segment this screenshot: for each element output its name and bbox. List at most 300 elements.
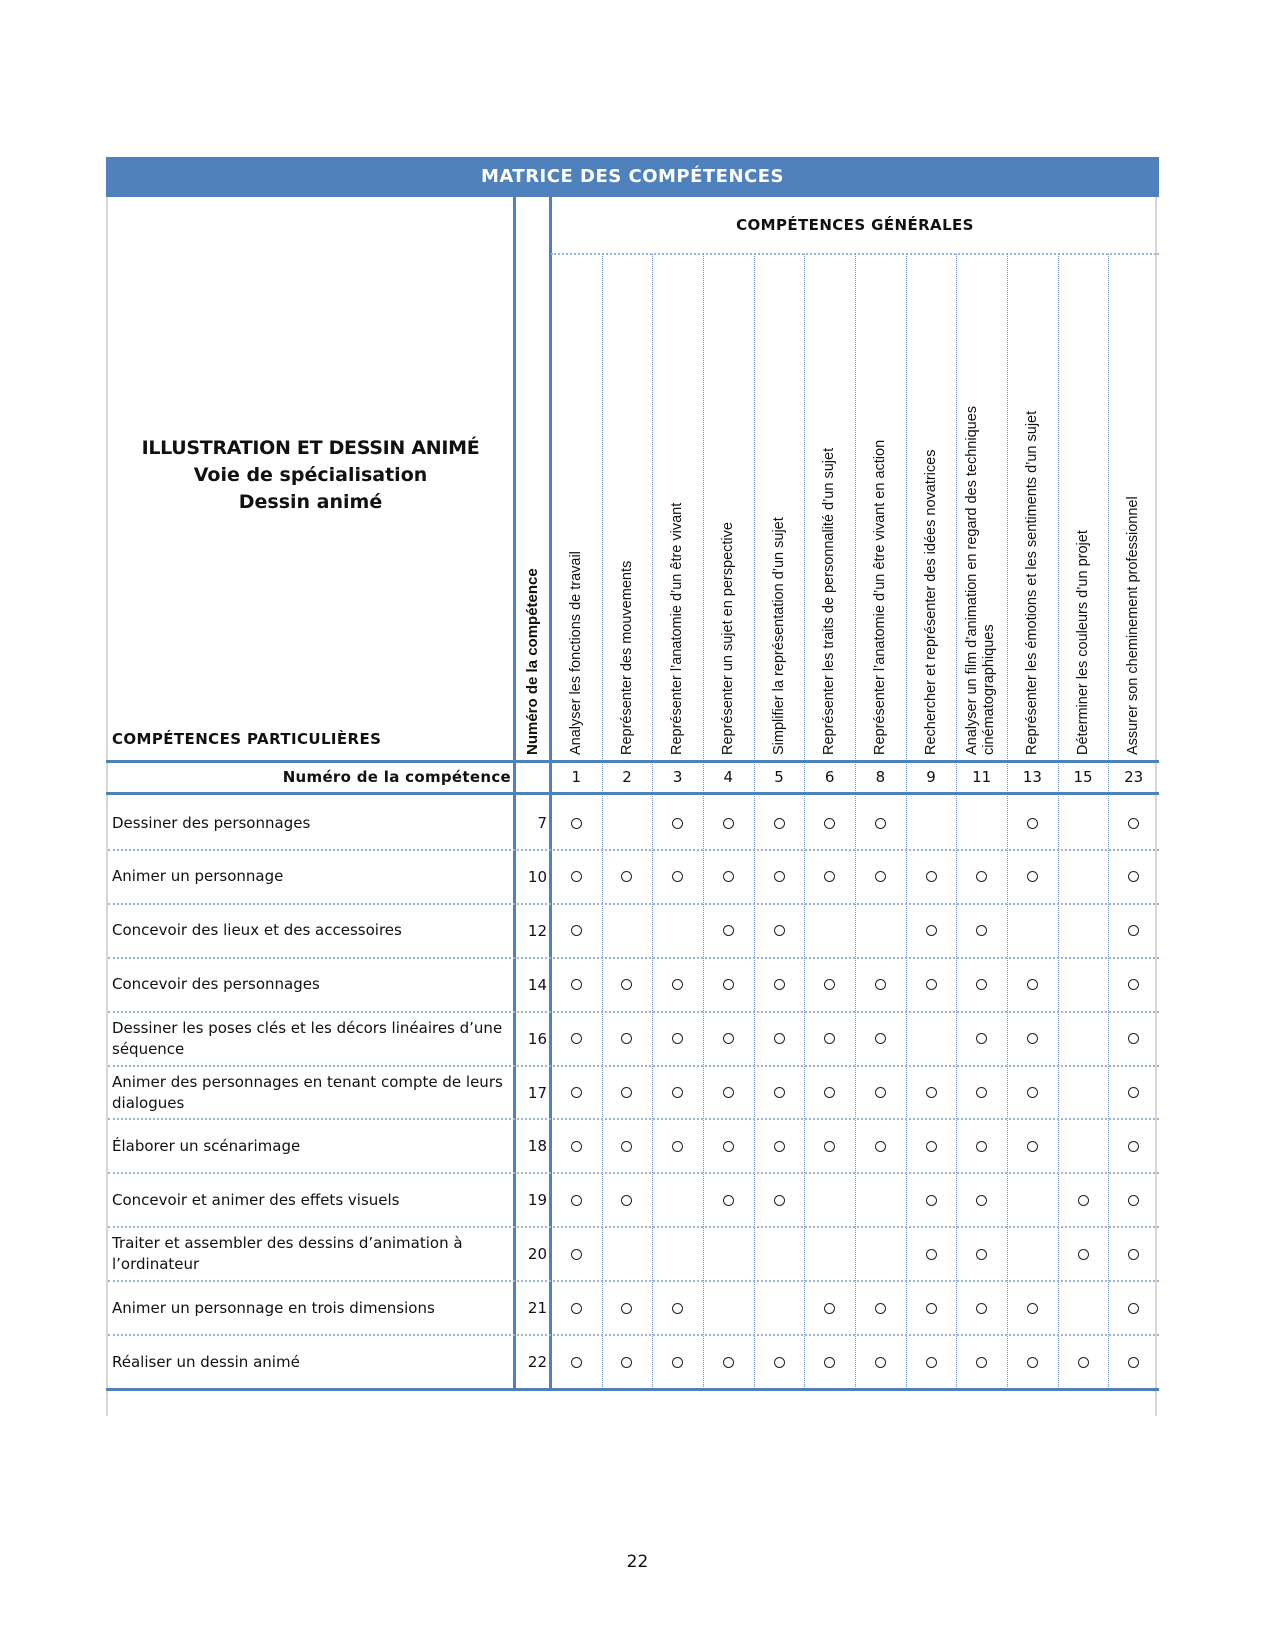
competency-matrix-table bbox=[106, 157, 1157, 1416]
table-row bbox=[108, 1012, 1159, 1066]
matrix-cell bbox=[1058, 1119, 1109, 1173]
matrix-cell bbox=[1108, 1066, 1159, 1120]
circle-icon bbox=[1128, 871, 1139, 882]
matrix-cell bbox=[551, 904, 602, 958]
matrix-cell bbox=[1058, 1066, 1109, 1120]
circle-icon bbox=[1078, 1195, 1089, 1206]
circle-icon bbox=[976, 1033, 987, 1044]
matrix-cell bbox=[703, 1173, 754, 1227]
general-competency-header bbox=[855, 254, 906, 761]
general-competency-header bbox=[754, 254, 805, 761]
matrix-cell bbox=[754, 1173, 805, 1227]
circle-icon bbox=[1128, 1087, 1139, 1098]
circle-icon bbox=[774, 1141, 785, 1152]
table-row bbox=[108, 1066, 1159, 1120]
circle-icon bbox=[976, 1303, 987, 1314]
circle-icon bbox=[824, 979, 835, 990]
column-divider bbox=[703, 254, 704, 1389]
program-track: Voie de spécialisation bbox=[193, 464, 428, 486]
particular-competency-label: Traiter et assembler des dessins d’animation à l’ordinateur bbox=[112, 1234, 463, 1274]
matrix-cell bbox=[602, 904, 653, 958]
circle-icon bbox=[621, 1195, 632, 1206]
particular-competency-number: 18 bbox=[527, 1137, 547, 1156]
circle-icon bbox=[672, 1303, 683, 1314]
matrix-cell bbox=[551, 958, 602, 1012]
matrix-cell bbox=[703, 958, 754, 1012]
general-competency-label: Représenter l’anatomie d’un être vivant bbox=[669, 502, 686, 755]
circle-icon bbox=[621, 1087, 632, 1098]
row-divider bbox=[108, 1172, 1159, 1174]
circle-icon bbox=[723, 1087, 734, 1098]
circle-icon bbox=[672, 871, 683, 882]
circle-icon bbox=[723, 871, 734, 882]
circle-icon bbox=[672, 1141, 683, 1152]
general-competency-number: 11 bbox=[972, 768, 992, 786]
circle-icon bbox=[1027, 818, 1038, 829]
circle-icon bbox=[672, 1357, 683, 1368]
circle-icon bbox=[1128, 1033, 1139, 1044]
matrix-cell bbox=[804, 1281, 855, 1335]
matrix-cell bbox=[1108, 1119, 1159, 1173]
general-competency-number: 5 bbox=[774, 768, 784, 786]
matrix-cell bbox=[1058, 1173, 1109, 1227]
circle-icon bbox=[723, 818, 734, 829]
matrix-cell bbox=[906, 1335, 957, 1389]
column-divider bbox=[754, 254, 755, 1389]
circle-icon bbox=[875, 979, 886, 990]
circle-icon bbox=[926, 1141, 937, 1152]
circle-icon bbox=[1027, 1303, 1038, 1314]
circle-icon bbox=[976, 1357, 987, 1368]
column-divider bbox=[956, 254, 957, 1389]
column-divider bbox=[855, 254, 856, 1389]
matrix-cell bbox=[956, 904, 1007, 958]
matrix-cell bbox=[1108, 850, 1159, 904]
circle-icon bbox=[1027, 1087, 1038, 1098]
particular-competency-number: 19 bbox=[527, 1191, 547, 1210]
matrix-cell bbox=[754, 904, 805, 958]
row-divider bbox=[108, 1118, 1159, 1120]
general-competency-header bbox=[906, 254, 957, 761]
matrix-cell bbox=[1007, 1173, 1058, 1227]
matrix-cell bbox=[855, 1335, 906, 1389]
table-row bbox=[108, 1119, 1159, 1173]
row-divider bbox=[108, 849, 1159, 851]
matrix-cell bbox=[652, 1335, 703, 1389]
matrix-cell bbox=[1007, 1119, 1058, 1173]
circle-icon bbox=[824, 1087, 835, 1098]
particular-competency-number: 21 bbox=[527, 1299, 547, 1318]
matrix-cell bbox=[754, 1335, 805, 1389]
matrix-cell bbox=[602, 1119, 653, 1173]
circle-icon bbox=[774, 818, 785, 829]
general-competency-label: Représenter des mouvements bbox=[618, 560, 635, 755]
matrix-cell bbox=[602, 1227, 653, 1281]
matrix-cell bbox=[855, 850, 906, 904]
matrix-cell bbox=[855, 904, 906, 958]
general-competency-label: Rechercher et représenter des idées novatrices bbox=[922, 449, 939, 755]
circle-icon bbox=[1027, 1357, 1038, 1368]
particular-competency-number: 14 bbox=[527, 975, 547, 994]
matrix-cell bbox=[754, 850, 805, 904]
matrix-cell bbox=[1007, 1066, 1058, 1120]
circle-icon bbox=[571, 925, 582, 936]
circle-icon bbox=[1027, 871, 1038, 882]
particular-competency-label: Concevoir des personnages bbox=[112, 975, 320, 994]
column-divider bbox=[804, 254, 805, 1389]
matrix-cell bbox=[804, 1173, 855, 1227]
matrix-cell bbox=[855, 1119, 906, 1173]
matrix-cell bbox=[804, 1066, 855, 1120]
general-competency-header bbox=[703, 254, 754, 761]
competency-number-vertical-label: Numéro de la compétence bbox=[524, 568, 541, 755]
circle-icon bbox=[621, 1303, 632, 1314]
circle-icon bbox=[976, 1087, 987, 1098]
matrix-cell bbox=[703, 796, 754, 850]
circle-icon bbox=[1128, 1141, 1139, 1152]
matrix-cell bbox=[804, 904, 855, 958]
circle-icon bbox=[774, 1087, 785, 1098]
circle-icon bbox=[774, 979, 785, 990]
circle-icon bbox=[1128, 979, 1139, 990]
matrix-cell bbox=[602, 1012, 653, 1066]
circle-icon bbox=[875, 1357, 886, 1368]
circle-icon bbox=[1128, 1195, 1139, 1206]
matrix-cell bbox=[652, 1119, 703, 1173]
matrix-cell bbox=[551, 1335, 602, 1389]
circle-icon bbox=[926, 1195, 937, 1206]
competency-number-row-label: Numéro de la compétence bbox=[282, 768, 511, 786]
matrix-cell bbox=[804, 796, 855, 850]
matrix-cell bbox=[804, 958, 855, 1012]
matrix-cell bbox=[1108, 1281, 1159, 1335]
matrix-cell bbox=[855, 1012, 906, 1066]
circle-icon bbox=[875, 1141, 886, 1152]
matrix-cell bbox=[703, 1119, 754, 1173]
circle-icon bbox=[571, 1303, 582, 1314]
general-competency-number: 8 bbox=[875, 768, 886, 786]
particular-competency-number: 12 bbox=[527, 921, 547, 940]
circle-icon bbox=[926, 1249, 937, 1260]
circle-icon bbox=[571, 1357, 582, 1368]
circle-icon bbox=[672, 1033, 683, 1044]
matrix-cell bbox=[602, 1066, 653, 1120]
circle-icon bbox=[824, 1303, 835, 1314]
matrix-cell bbox=[906, 850, 957, 904]
general-competency-label: Représenter les traits de personnalité d’un sujet bbox=[821, 447, 838, 755]
matrix-cell bbox=[652, 1066, 703, 1120]
row-divider bbox=[108, 1065, 1159, 1067]
circle-icon bbox=[1128, 925, 1139, 936]
page-number: 22 bbox=[626, 1552, 649, 1572]
circle-icon bbox=[1027, 979, 1038, 990]
general-competency-header bbox=[956, 254, 1007, 761]
matrix-cell bbox=[652, 1173, 703, 1227]
circle-icon bbox=[621, 979, 632, 990]
circle-icon bbox=[571, 1141, 582, 1152]
column-divider bbox=[906, 254, 907, 1389]
matrix-cell bbox=[855, 1281, 906, 1335]
circle-icon bbox=[571, 1033, 582, 1044]
matrix-cell bbox=[1108, 1173, 1159, 1227]
matrix-cell bbox=[1058, 850, 1109, 904]
circle-icon bbox=[875, 1303, 886, 1314]
general-competency-number: 4 bbox=[723, 768, 734, 786]
circle-icon bbox=[672, 979, 683, 990]
particular-competency-number: 20 bbox=[527, 1245, 547, 1264]
table-row bbox=[108, 1227, 1159, 1281]
matrix-cell bbox=[906, 1173, 957, 1227]
matrix-cell bbox=[1058, 1335, 1109, 1389]
particular-competency-label: Concevoir et animer des effets visuels bbox=[112, 1190, 400, 1209]
row-divider bbox=[108, 1226, 1159, 1228]
circle-icon bbox=[875, 1033, 886, 1044]
matrix-cell bbox=[754, 1227, 805, 1281]
matrix-cell bbox=[1007, 1281, 1058, 1335]
general-competency-label: Déterminer les couleurs d’un projet bbox=[1074, 530, 1091, 755]
matrix-cell bbox=[1108, 1335, 1159, 1389]
circle-icon bbox=[824, 818, 835, 829]
matrix-cell bbox=[906, 796, 957, 850]
matrix-cell bbox=[1007, 1335, 1058, 1389]
column-divider bbox=[1058, 254, 1059, 1389]
general-competency-label: Assurer son cheminement professionnel bbox=[1125, 496, 1142, 755]
row-divider bbox=[108, 1280, 1159, 1282]
row-divider bbox=[108, 957, 1159, 959]
competency-number-column-header bbox=[515, 254, 549, 761]
circle-icon bbox=[723, 979, 734, 990]
circle-icon bbox=[976, 925, 987, 936]
general-competency-label: Représenter l’anatomie d’un être vivant en action bbox=[872, 439, 889, 755]
matrix-cell bbox=[1058, 1012, 1109, 1066]
matrix-cell bbox=[703, 1335, 754, 1389]
matrix-cell bbox=[855, 1066, 906, 1120]
column-divider bbox=[602, 254, 603, 1389]
circle-icon bbox=[926, 1303, 937, 1314]
particular-competency-number: 10 bbox=[527, 867, 547, 886]
particular-competency-label: Animer un personnage bbox=[112, 867, 284, 886]
general-competency-number: 2 bbox=[622, 768, 632, 786]
general-competencies-header: COMPÉTENCES GÉNÉRALES bbox=[736, 216, 974, 234]
circle-icon bbox=[1128, 1249, 1139, 1260]
matrix-cell bbox=[1108, 958, 1159, 1012]
particular-competency-label: Animer un personnage en trois dimensions bbox=[112, 1298, 435, 1317]
matrix-cell bbox=[956, 1281, 1007, 1335]
matrix-cell bbox=[855, 1227, 906, 1281]
table-row bbox=[108, 850, 1159, 904]
matrix-cell bbox=[754, 1281, 805, 1335]
circle-icon bbox=[774, 1033, 785, 1044]
circle-icon bbox=[571, 1249, 582, 1260]
general-competency-header bbox=[551, 254, 602, 761]
table-row bbox=[108, 796, 1159, 850]
circle-icon bbox=[1128, 1357, 1139, 1368]
matrix-cell bbox=[956, 1012, 1007, 1066]
row-divider bbox=[108, 1334, 1159, 1336]
general-competency-number: 13 bbox=[1022, 768, 1042, 786]
general-competency-label: Analyser un film d’animation en regard des techniques cinématographiques bbox=[964, 405, 998, 755]
matrix-cell bbox=[602, 1281, 653, 1335]
matrix-cell bbox=[906, 1227, 957, 1281]
matrix-cell bbox=[703, 904, 754, 958]
matrix-cell bbox=[804, 1227, 855, 1281]
circle-icon bbox=[875, 1087, 886, 1098]
circle-icon bbox=[774, 871, 785, 882]
circle-icon bbox=[1128, 1303, 1139, 1314]
matrix-cell bbox=[1007, 958, 1058, 1012]
circle-icon bbox=[926, 979, 937, 990]
general-competency-header bbox=[652, 254, 703, 761]
matrix-cell bbox=[1007, 1227, 1058, 1281]
circle-icon bbox=[774, 1357, 785, 1368]
circle-icon bbox=[571, 818, 582, 829]
circle-icon bbox=[1027, 1141, 1038, 1152]
circle-icon bbox=[723, 1195, 734, 1206]
matrix-cell bbox=[754, 1066, 805, 1120]
particular-competency-label: Dessiner des personnages bbox=[112, 813, 311, 832]
matrix-cell bbox=[1007, 850, 1058, 904]
circle-icon bbox=[1128, 818, 1139, 829]
matrix-cell bbox=[1108, 904, 1159, 958]
matrix-cell bbox=[652, 850, 703, 904]
matrix-cell bbox=[906, 1066, 957, 1120]
general-competency-header bbox=[602, 254, 653, 761]
matrix-cell bbox=[1108, 1227, 1159, 1281]
matrix-cell bbox=[602, 796, 653, 850]
matrix-cell bbox=[652, 958, 703, 1012]
circle-icon bbox=[875, 871, 886, 882]
general-competency-label: Analyser les fonctions de travail bbox=[568, 551, 584, 755]
matrix-cell bbox=[1058, 958, 1109, 1012]
matrix-cell bbox=[652, 1281, 703, 1335]
matrix-cell bbox=[602, 958, 653, 1012]
matrix-cell bbox=[652, 1227, 703, 1281]
circle-icon bbox=[621, 1033, 632, 1044]
general-competency-header bbox=[804, 254, 855, 761]
particular-competency-number: 7 bbox=[537, 814, 547, 832]
circle-icon bbox=[672, 1087, 683, 1098]
matrix-cell bbox=[1007, 1012, 1058, 1066]
matrix-cell bbox=[551, 850, 602, 904]
circle-icon bbox=[824, 1033, 835, 1044]
general-competency-header bbox=[1108, 254, 1159, 761]
matrix-cell bbox=[855, 958, 906, 1012]
matrix-cell bbox=[1007, 796, 1058, 850]
circle-icon bbox=[723, 1357, 734, 1368]
matrix-cell bbox=[703, 1012, 754, 1066]
general-competency-label: Représenter les émotions et les sentiments d’un sujet bbox=[1024, 410, 1041, 755]
matrix-cell bbox=[906, 904, 957, 958]
circle-icon bbox=[976, 871, 987, 882]
circle-icon bbox=[571, 1195, 582, 1206]
matrix-cell bbox=[956, 1227, 1007, 1281]
table-row bbox=[108, 904, 1159, 958]
matrix-cell bbox=[956, 1173, 1007, 1227]
circle-icon bbox=[976, 1249, 987, 1260]
row-divider bbox=[106, 792, 1159, 795]
circle-icon bbox=[976, 1195, 987, 1206]
matrix-cell bbox=[551, 1012, 602, 1066]
particular-competency-label: Dessiner les poses clés et les décors linéaires d’une séquence bbox=[112, 1018, 503, 1058]
matrix-cell bbox=[602, 1173, 653, 1227]
table-bottom-border bbox=[106, 1388, 1159, 1391]
matrix-cell bbox=[703, 850, 754, 904]
particular-competency-label: Élaborer un scénarimage bbox=[112, 1136, 301, 1155]
matrix-cell bbox=[804, 1119, 855, 1173]
table-row bbox=[108, 1281, 1159, 1335]
matrix-cell bbox=[906, 1281, 957, 1335]
matrix-cell bbox=[754, 1012, 805, 1066]
general-competency-label: Représenter un sujet en perspective bbox=[720, 522, 736, 755]
column-divider bbox=[1007, 254, 1008, 1389]
circle-icon bbox=[621, 871, 632, 882]
program-name: ILLUSTRATION ET DESSIN ANIMÉ bbox=[141, 437, 480, 459]
general-competency-label: Simplifier la représentation d’un sujet bbox=[770, 517, 787, 755]
matrix-cell bbox=[703, 1281, 754, 1335]
circle-icon bbox=[976, 1141, 987, 1152]
matrix-cell bbox=[652, 1012, 703, 1066]
particular-competency-label: Réaliser un dessin animé bbox=[112, 1352, 300, 1371]
circle-icon bbox=[774, 1195, 785, 1206]
matrix-cell bbox=[1108, 1012, 1159, 1066]
matrix-cell bbox=[956, 1335, 1007, 1389]
matrix-cell bbox=[1058, 904, 1109, 958]
circle-icon bbox=[1078, 1357, 1089, 1368]
circle-icon bbox=[723, 1141, 734, 1152]
matrix-cell bbox=[602, 1335, 653, 1389]
matrix-cell bbox=[1007, 904, 1058, 958]
general-competency-header bbox=[1007, 254, 1058, 761]
row-divider bbox=[108, 903, 1159, 905]
program-specialization: Dessin animé bbox=[238, 491, 383, 513]
general-competency-header bbox=[1058, 254, 1109, 761]
matrix-cell bbox=[804, 1012, 855, 1066]
general-competency-number: 1 bbox=[571, 768, 582, 786]
matrix-cell bbox=[551, 1119, 602, 1173]
matrix-cell bbox=[956, 796, 1007, 850]
circle-icon bbox=[723, 925, 734, 936]
program-title-block bbox=[108, 435, 513, 516]
particular-competency-label: Animer des personnages en tenant compte de leurs dialogues bbox=[112, 1072, 503, 1112]
general-competency-number: 6 bbox=[824, 768, 835, 786]
matrix-cell bbox=[754, 958, 805, 1012]
matrix-cell bbox=[551, 1066, 602, 1120]
matrix-cell bbox=[804, 1335, 855, 1389]
general-competency-number: 23 bbox=[1124, 768, 1144, 786]
circle-icon bbox=[621, 1357, 632, 1368]
circle-icon bbox=[571, 979, 582, 990]
circle-icon bbox=[926, 871, 937, 882]
table-row bbox=[108, 1173, 1159, 1227]
matrix-cell bbox=[906, 1119, 957, 1173]
circle-icon bbox=[1078, 1249, 1089, 1260]
particular-competencies-header: COMPÉTENCES PARTICULIÈRES bbox=[112, 730, 382, 748]
circle-icon bbox=[926, 1357, 937, 1368]
matrix-cell bbox=[804, 850, 855, 904]
circle-icon bbox=[621, 1141, 632, 1152]
general-competency-number: 3 bbox=[672, 768, 683, 786]
particular-competency-label: Concevoir des lieux et des accessoires bbox=[112, 921, 402, 940]
row-divider bbox=[108, 1011, 1159, 1013]
particular-competency-number: 16 bbox=[527, 1029, 547, 1048]
matrix-cell bbox=[754, 796, 805, 850]
matrix-cell bbox=[703, 1227, 754, 1281]
matrix-cell bbox=[754, 1119, 805, 1173]
circle-icon bbox=[926, 925, 937, 936]
circle-icon bbox=[926, 1087, 937, 1098]
table-row bbox=[108, 958, 1159, 1012]
matrix-cell bbox=[602, 850, 653, 904]
